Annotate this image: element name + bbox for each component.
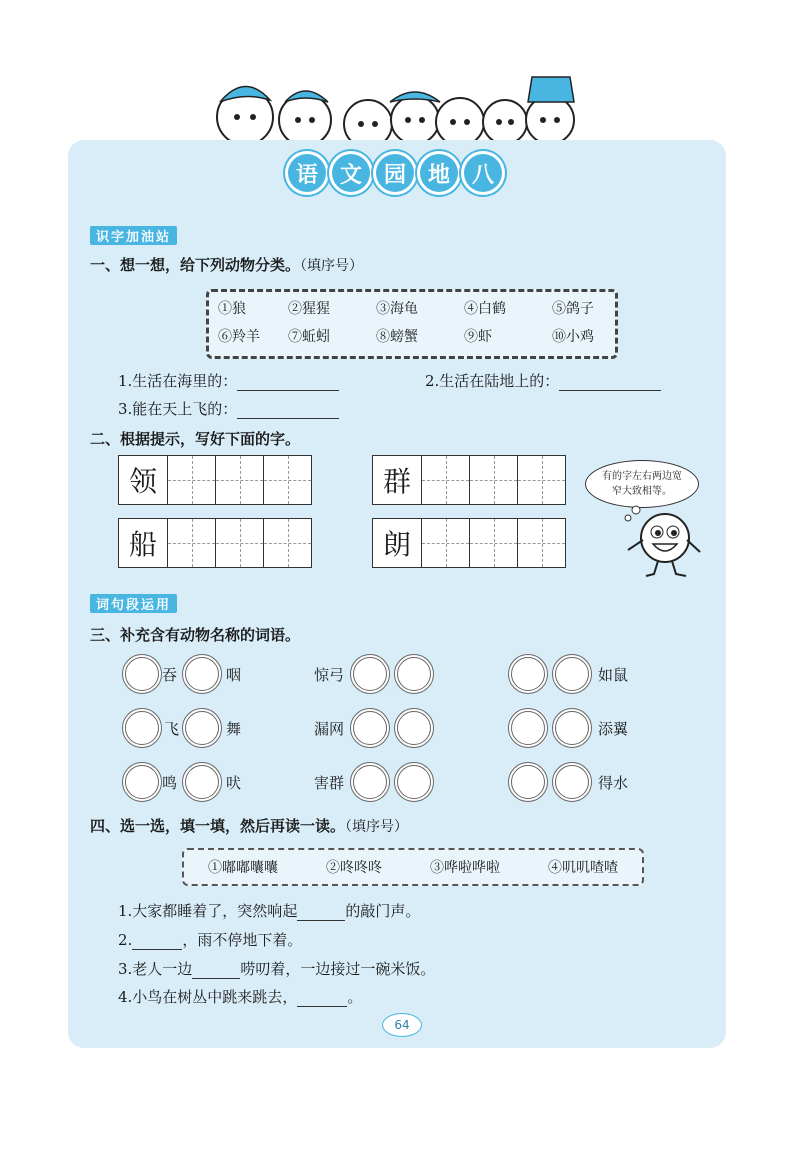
idiom-blank[interactable] [350,708,390,748]
model-char: 群 [382,465,411,498]
idiom-text: 舞 [226,720,242,738]
answer-prompt: 3.能在天上飞的： [118,400,238,418]
animal-option: ⑧螃蟹 [376,329,418,345]
writing-cell[interactable] [517,519,565,567]
idiom-blank[interactable] [182,708,222,748]
idiom-blank[interactable] [508,762,548,802]
sentence-pre: 4.小鸟在树丛中跳来跳去， [118,988,298,1006]
sentence-post: 唠叨着，一边接过一碗米饭。 [240,960,436,978]
animal-option: ④白鹤 [464,301,506,317]
writing-cell[interactable] [263,519,311,567]
idiom-blank[interactable] [122,654,162,694]
title-char: 地 [420,154,458,192]
animal-option: ⑥羚羊 [218,329,260,345]
idiom-text: 惊弓 [314,666,345,684]
tip-text: 有的字左右两边宽窄大致相等。 [602,471,682,497]
writing-cell[interactable] [421,456,469,504]
idiom-text: 得水 [598,774,629,792]
idiom-text: 鸣 [162,774,178,792]
writing-grid [118,518,312,568]
idiom-blank[interactable] [350,762,390,802]
writing-grid [372,518,566,568]
idiom-blank[interactable] [350,654,390,694]
idiom-blank[interactable] [122,708,162,748]
idiom-blank[interactable] [182,762,222,802]
writing-cell[interactable] [469,456,517,504]
animal-option: ⑩小鸡 [552,329,594,345]
question-4-text: 四、选一选，填一填，然后再读一读。 [90,817,346,835]
writing-cell[interactable] [215,519,263,567]
writing-cell[interactable] [517,456,565,504]
idiom-blank[interactable] [394,708,434,748]
sentence-pre: 1.大家都睡着了，突然响起 [118,902,298,920]
sentence-1 [118,900,420,921]
word-option: ①嘟嘟囔囔 [208,860,278,876]
title-char: 园 [376,154,414,192]
section-tag-usage: 词句段运用 [90,594,177,613]
writing-grid [118,455,312,505]
writing-cell[interactable] [167,456,215,504]
sentence-4 [118,986,362,1007]
idiom-text: 害群 [314,774,345,792]
idiom-text: 添翼 [598,720,629,738]
page-number: 64 [382,1013,422,1037]
question-4-heading [90,815,408,836]
animal-option: ②猩猩 [288,301,330,317]
sentence-pre: 2. [118,931,133,949]
animal-option: ⑨虾 [464,329,492,345]
writing-cell[interactable] [469,519,517,567]
answer-line-sea [118,370,339,391]
title-char: 语 [288,154,326,192]
answer-blank[interactable] [237,390,339,391]
writing-cell[interactable] [215,456,263,504]
onomatopoeia-options-box [182,848,644,886]
answer-blank[interactable] [237,418,339,419]
sentence-2 [118,929,302,950]
idiom-text: 吞 [162,666,178,684]
answer-line-land [425,370,661,391]
model-char: 船 [128,528,157,561]
idiom-text: 漏网 [314,720,345,738]
sentence-post: ，雨不停地下着。 [182,931,303,949]
idiom-blank[interactable] [394,762,434,802]
idiom-blank[interactable] [122,762,162,802]
animal-option: ⑤鸽子 [552,301,594,317]
idiom-blank[interactable] [552,654,592,694]
sentence-blank[interactable] [297,1006,347,1007]
question-3-heading: 三、补充含有动物名称的词语。 [90,626,301,644]
question-1-text: 一、想一想，给下列动物分类。 [90,256,301,274]
title-char: 八 [464,154,502,192]
word-option: ②咚咚咚 [326,860,382,876]
sentence-3 [118,958,435,979]
idiom-text: 飞 [164,720,180,738]
answer-prompt: 2.生活在陆地上的： [425,372,560,390]
mascot-icon [610,500,710,580]
answer-line-sky [118,398,339,419]
model-char: 领 [128,465,157,498]
sentence-blank[interactable] [192,978,240,979]
title-char: 文 [332,154,370,192]
answer-prompt: 1.生活在海里的： [118,372,238,390]
animal-option: ⑦蚯蚓 [288,329,330,345]
idiom-text: 如鼠 [598,666,629,684]
model-char: 朗 [382,528,411,561]
writing-grid [372,455,566,505]
word-option: ③哗啦哗啦 [430,860,500,876]
writing-cell[interactable] [263,456,311,504]
section-tag-literacy: 识字加油站 [90,226,177,245]
question-1-note: （填序号） [300,258,364,274]
question-4-note: （填序号） [345,819,409,835]
idiom-blank[interactable] [508,708,548,748]
idiom-blank[interactable] [182,654,222,694]
writing-cell[interactable] [421,519,469,567]
idiom-text: 咽 [226,666,242,684]
idiom-blank[interactable] [552,708,592,748]
animal-option: ①狼 [218,301,246,317]
idiom-blank[interactable] [394,654,434,694]
sentence-pre: 3.老人一边 [118,960,193,978]
writing-cell[interactable] [167,519,215,567]
word-option: ④叽叽喳喳 [548,860,618,876]
sentence-blank[interactable] [297,920,345,921]
sentence-blank[interactable] [132,949,182,950]
sentence-post: 的敲门声。 [345,902,421,920]
animal-option: ③海龟 [376,301,418,317]
idiom-blank[interactable] [552,762,592,802]
question-1-heading [90,254,363,275]
page-title [288,154,502,192]
sentence-post: 。 [347,988,363,1006]
answer-blank[interactable] [559,390,661,391]
idiom-text: 吠 [226,774,242,792]
idiom-blank[interactable] [508,654,548,694]
question-2-heading: 二、根据提示，写好下面的字。 [90,430,301,448]
